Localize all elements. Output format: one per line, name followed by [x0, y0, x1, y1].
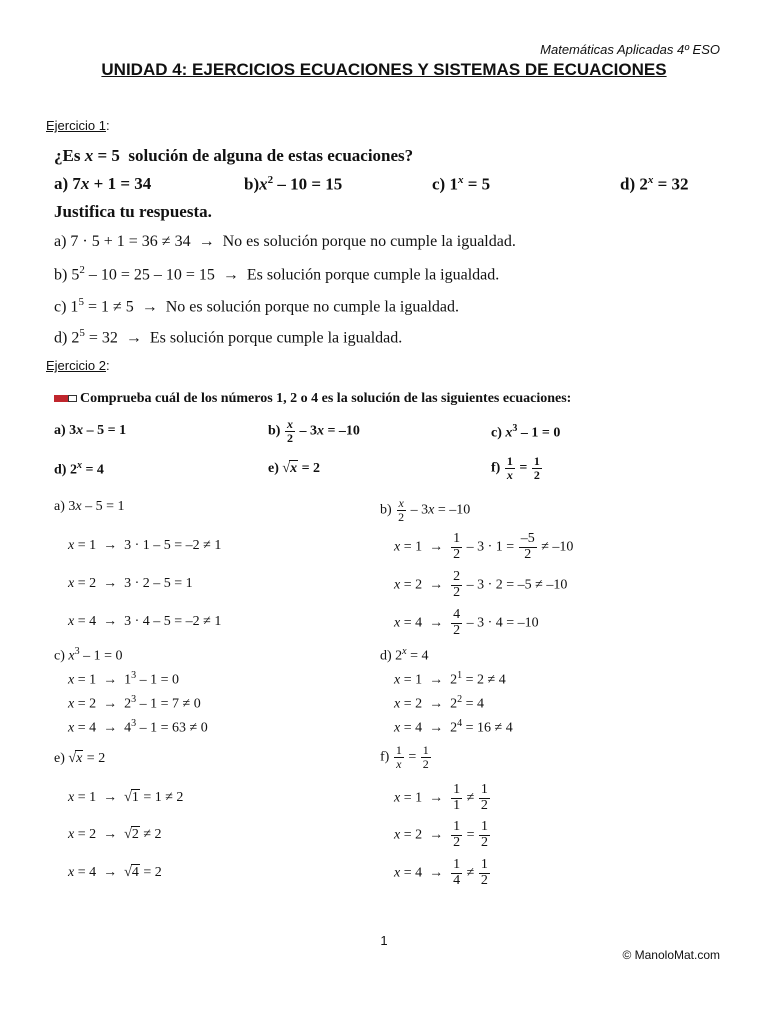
- ej1-solution-b: b) $5^2 - 10 = 25 - 10 = 15 \to Es$ solución porque cumple la igualdad.: [54, 264, 500, 284]
- ej2-option-f: f) $\frac{1}{x}$ = $\frac{1}{2}$: [491, 454, 540, 482]
- ej2-b-heading: b) $\frac{x}{2}$ – 3x = –10: [380, 496, 471, 524]
- ej2-c-row-3: $x = 4 \to 4^3 - 1 = 63 \ne 0$: [68, 718, 208, 736]
- ej2-e-row-1: x = 1 → √ 1 = 1 ≠ 2: [68, 790, 184, 805]
- ej2-option-b: b) $\frac{x}{2}$ – 3x = –10: [268, 417, 360, 445]
- ej2-d-heading: d) $2^x = 4$: [380, 646, 429, 664]
- ej2-a-row-3: x = 4 → 3 · 4 – 5 = –2 ≠ 1: [68, 614, 222, 629]
- ej2-option-d: d) $2^x = 4$: [54, 460, 104, 478]
- ej2-a-row-2: x = 2 → 3 · 2 – 5 = 1: [68, 576, 193, 591]
- ej2-b-row-3: x = 4 → $\frac{4}{2}$ – 3 · 4 = –10: [394, 607, 539, 638]
- ej2-a-row-1: x = 1 → 3 · 1 – 5 = –2 ≠ 1: [68, 538, 222, 553]
- ej2-option-a: a) 3x – 5 = 1: [54, 423, 127, 438]
- page-title: UNIDAD 4: EJERCICIOS ECUACIONES Y SISTEMAS DE ECUACIONES: [101, 60, 667, 79]
- ej1-justify: Justifica tu respuesta.: [54, 202, 212, 221]
- ej1-solution-a: a) 7 · 5 + 1 = 36 ≠ 34 → No es solución porque no cumple la igualdad.: [54, 233, 516, 250]
- ej2-d-row-3: $x = 4 \to 2^4 = 16 \ne 4$: [394, 718, 513, 736]
- pencil-icon: [54, 394, 76, 403]
- ej2-instruction: Comprueba cuál de los números 1, 2 o 4 es la solución de las siguientes ecuaciones:: [54, 391, 571, 407]
- ej2-e-row-2: x = 2 → √ 2 ≠ 2: [68, 827, 162, 842]
- ej2-f-heading: f) $\frac{1}{x}$ = $\frac{1}{2}$: [380, 743, 429, 771]
- ej2-f-row-3: x = 4 → $\frac{1}{4}$ ≠ $\frac{1}{2}$: [394, 857, 488, 888]
- ej1-option-b: $b)x^2 - 10 = 15$: [244, 174, 343, 194]
- ej2-c-row-2: $x = 2 \to 2^3 - 1 = 7 \ne 0$: [68, 694, 201, 712]
- ej2-e-row-3: x = 4 → √ 4 = 2: [68, 865, 162, 880]
- ej1-question: ¿Es x = 5 solución de alguna de estas ecuaciones?: [54, 146, 414, 165]
- ej2-option-c: c) $x^3 - 1 = 0$: [491, 423, 561, 441]
- ej1-solution-d: d) $2^5 = 32 \to Es$ solución porque cumple la igualdad.: [54, 327, 403, 347]
- ej2-f-row-1: x = 1 → $\frac{1}{1}$ ≠ $\frac{1}{2}$: [394, 782, 488, 813]
- ej2-d-row-2: $x = 2 \to 2^2 = 4$: [394, 694, 485, 712]
- ejercicio-1-label: Ejercicio 1:: [46, 118, 110, 133]
- page-number: 1: [380, 933, 388, 948]
- ej1-option-a: a) 7x + 1 = 34: [54, 174, 152, 193]
- ej1-solution-c: c) $1^5 = 1 \ne 5 \to No$ es solución porque no cumple la igualdad.: [54, 296, 460, 316]
- ej2-b-row-1: x = 1 → $\frac{1}{2}$ – 3 · 1 = $\frac{-5}{2}$ ≠ –10: [394, 531, 574, 562]
- ej2-d-row-1: $x = 1 \to 2^1 = 2 \ne 4$: [394, 670, 506, 688]
- ej1-option-c: c) $1^x = 5$: [432, 174, 491, 194]
- ej2-e-heading: e) √ x = 2: [54, 751, 106, 766]
- ej2-option-e: e) √ x = 2: [268, 461, 321, 476]
- ej1-option-d: d) $2^x = 32$: [620, 174, 689, 194]
- ej2-c-heading: c) $x^3 - 1 = 0$: [54, 646, 123, 664]
- ejercicio-2-label: Ejercicio 2:: [46, 358, 110, 373]
- ej2-f-row-2: x = 2 → $\frac{1}{2}$ = $\frac{1}{2}$: [394, 819, 489, 850]
- header-subtitle: Matemáticas Aplicadas 4º ESO: [540, 42, 720, 57]
- ej2-b-row-2: x = 2 → $\frac{2}{2}$ – 3 · 2 = –5 ≠ –10: [394, 569, 568, 600]
- footer-credit: © ManoloMat.com: [622, 948, 720, 962]
- ej2-a-heading: a) 3x – 5 = 1: [54, 499, 125, 514]
- ej2-c-row-1: $x = 1 \to 1^3 - 1 = 0$: [68, 670, 180, 688]
